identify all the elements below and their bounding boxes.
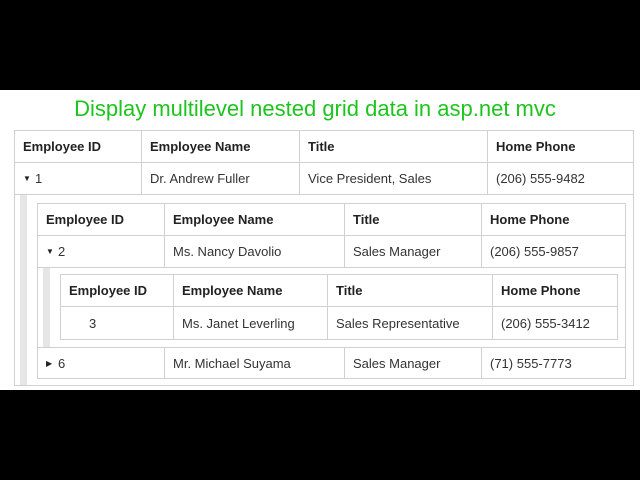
cell-employee-id — [61, 307, 173, 339]
caret-right-icon[interactable]: ▶ — [46, 358, 53, 368]
cell-employee-name: Dr. Andrew Fuller — [141, 163, 299, 194]
employee-grid-level2 — [37, 203, 626, 379]
employee-id-value: 2 — [58, 244, 66, 259]
grid-header-row — [61, 275, 617, 307]
cell-title: Vice President, Sales — [299, 163, 487, 194]
caret-down-icon[interactable]: ▼ — [23, 174, 31, 183]
cell-home-phone: (71) 555-7773 — [481, 348, 625, 378]
cell-employee-id — [38, 236, 164, 267]
column-header-home-phone[interactable]: Home Phone — [487, 131, 633, 162]
cell-home-phone: (206) 555-9857 — [481, 236, 625, 267]
page-title: Display multilevel nested grid data in asp.net mvc — [74, 96, 556, 121]
table-row[interactable] — [38, 348, 625, 378]
letterbox-top — [0, 0, 640, 90]
caret-down-icon[interactable]: ▼ — [46, 247, 54, 256]
grid-header-row — [15, 131, 633, 163]
cell-employee-name: Mr. Michael Suyama — [164, 348, 344, 378]
grid-header-row — [38, 204, 625, 236]
table-row[interactable] — [61, 307, 617, 339]
detail-row — [38, 268, 625, 348]
employee-id-value: 6 — [58, 355, 66, 371]
employee-grid-level3 — [60, 274, 618, 340]
table-row[interactable] — [15, 163, 633, 195]
column-header-employee-id[interactable]: Employee ID — [69, 283, 148, 298]
detail-indent-bar — [43, 268, 50, 347]
cell-employee-name: Ms. Janet Leverling — [173, 307, 327, 339]
column-header-employee-name[interactable]: Employee Name — [173, 275, 327, 306]
cell-title: Sales Representative — [327, 307, 492, 339]
page-content — [0, 90, 640, 390]
cell-home-phone: (206) 555-3412 — [492, 307, 617, 339]
employee-id-value: 1 — [35, 171, 43, 186]
column-header-title[interactable]: Title — [299, 131, 487, 162]
cell-employee-id — [15, 163, 141, 194]
column-header-employee-id[interactable]: Employee ID — [23, 139, 102, 154]
table-row[interactable] — [38, 236, 625, 268]
employee-grid-level1 — [14, 130, 634, 386]
cell-home-phone: (206) 555-9482 — [487, 163, 633, 194]
column-header-employee-id[interactable]: Employee ID — [46, 212, 125, 227]
cell-title: Sales Manager — [344, 236, 481, 267]
letterbox-bottom — [0, 390, 640, 480]
cell-employee-id — [38, 348, 164, 378]
column-header-employee-name[interactable]: Employee Name — [141, 131, 299, 162]
detail-row — [15, 195, 633, 385]
detail-indent-bar — [20, 195, 27, 385]
column-header-home-phone[interactable]: Home Phone — [492, 275, 617, 306]
column-header-home-phone[interactable]: Home Phone — [481, 204, 625, 235]
column-header-title[interactable]: Title — [327, 275, 492, 306]
column-header-employee-name[interactable]: Employee Name — [164, 204, 344, 235]
cell-employee-name: Ms. Nancy Davolio — [164, 236, 344, 267]
employee-id-value: 3 — [89, 315, 97, 331]
cell-title: Sales Manager — [344, 348, 481, 378]
column-header-title[interactable]: Title — [344, 204, 481, 235]
